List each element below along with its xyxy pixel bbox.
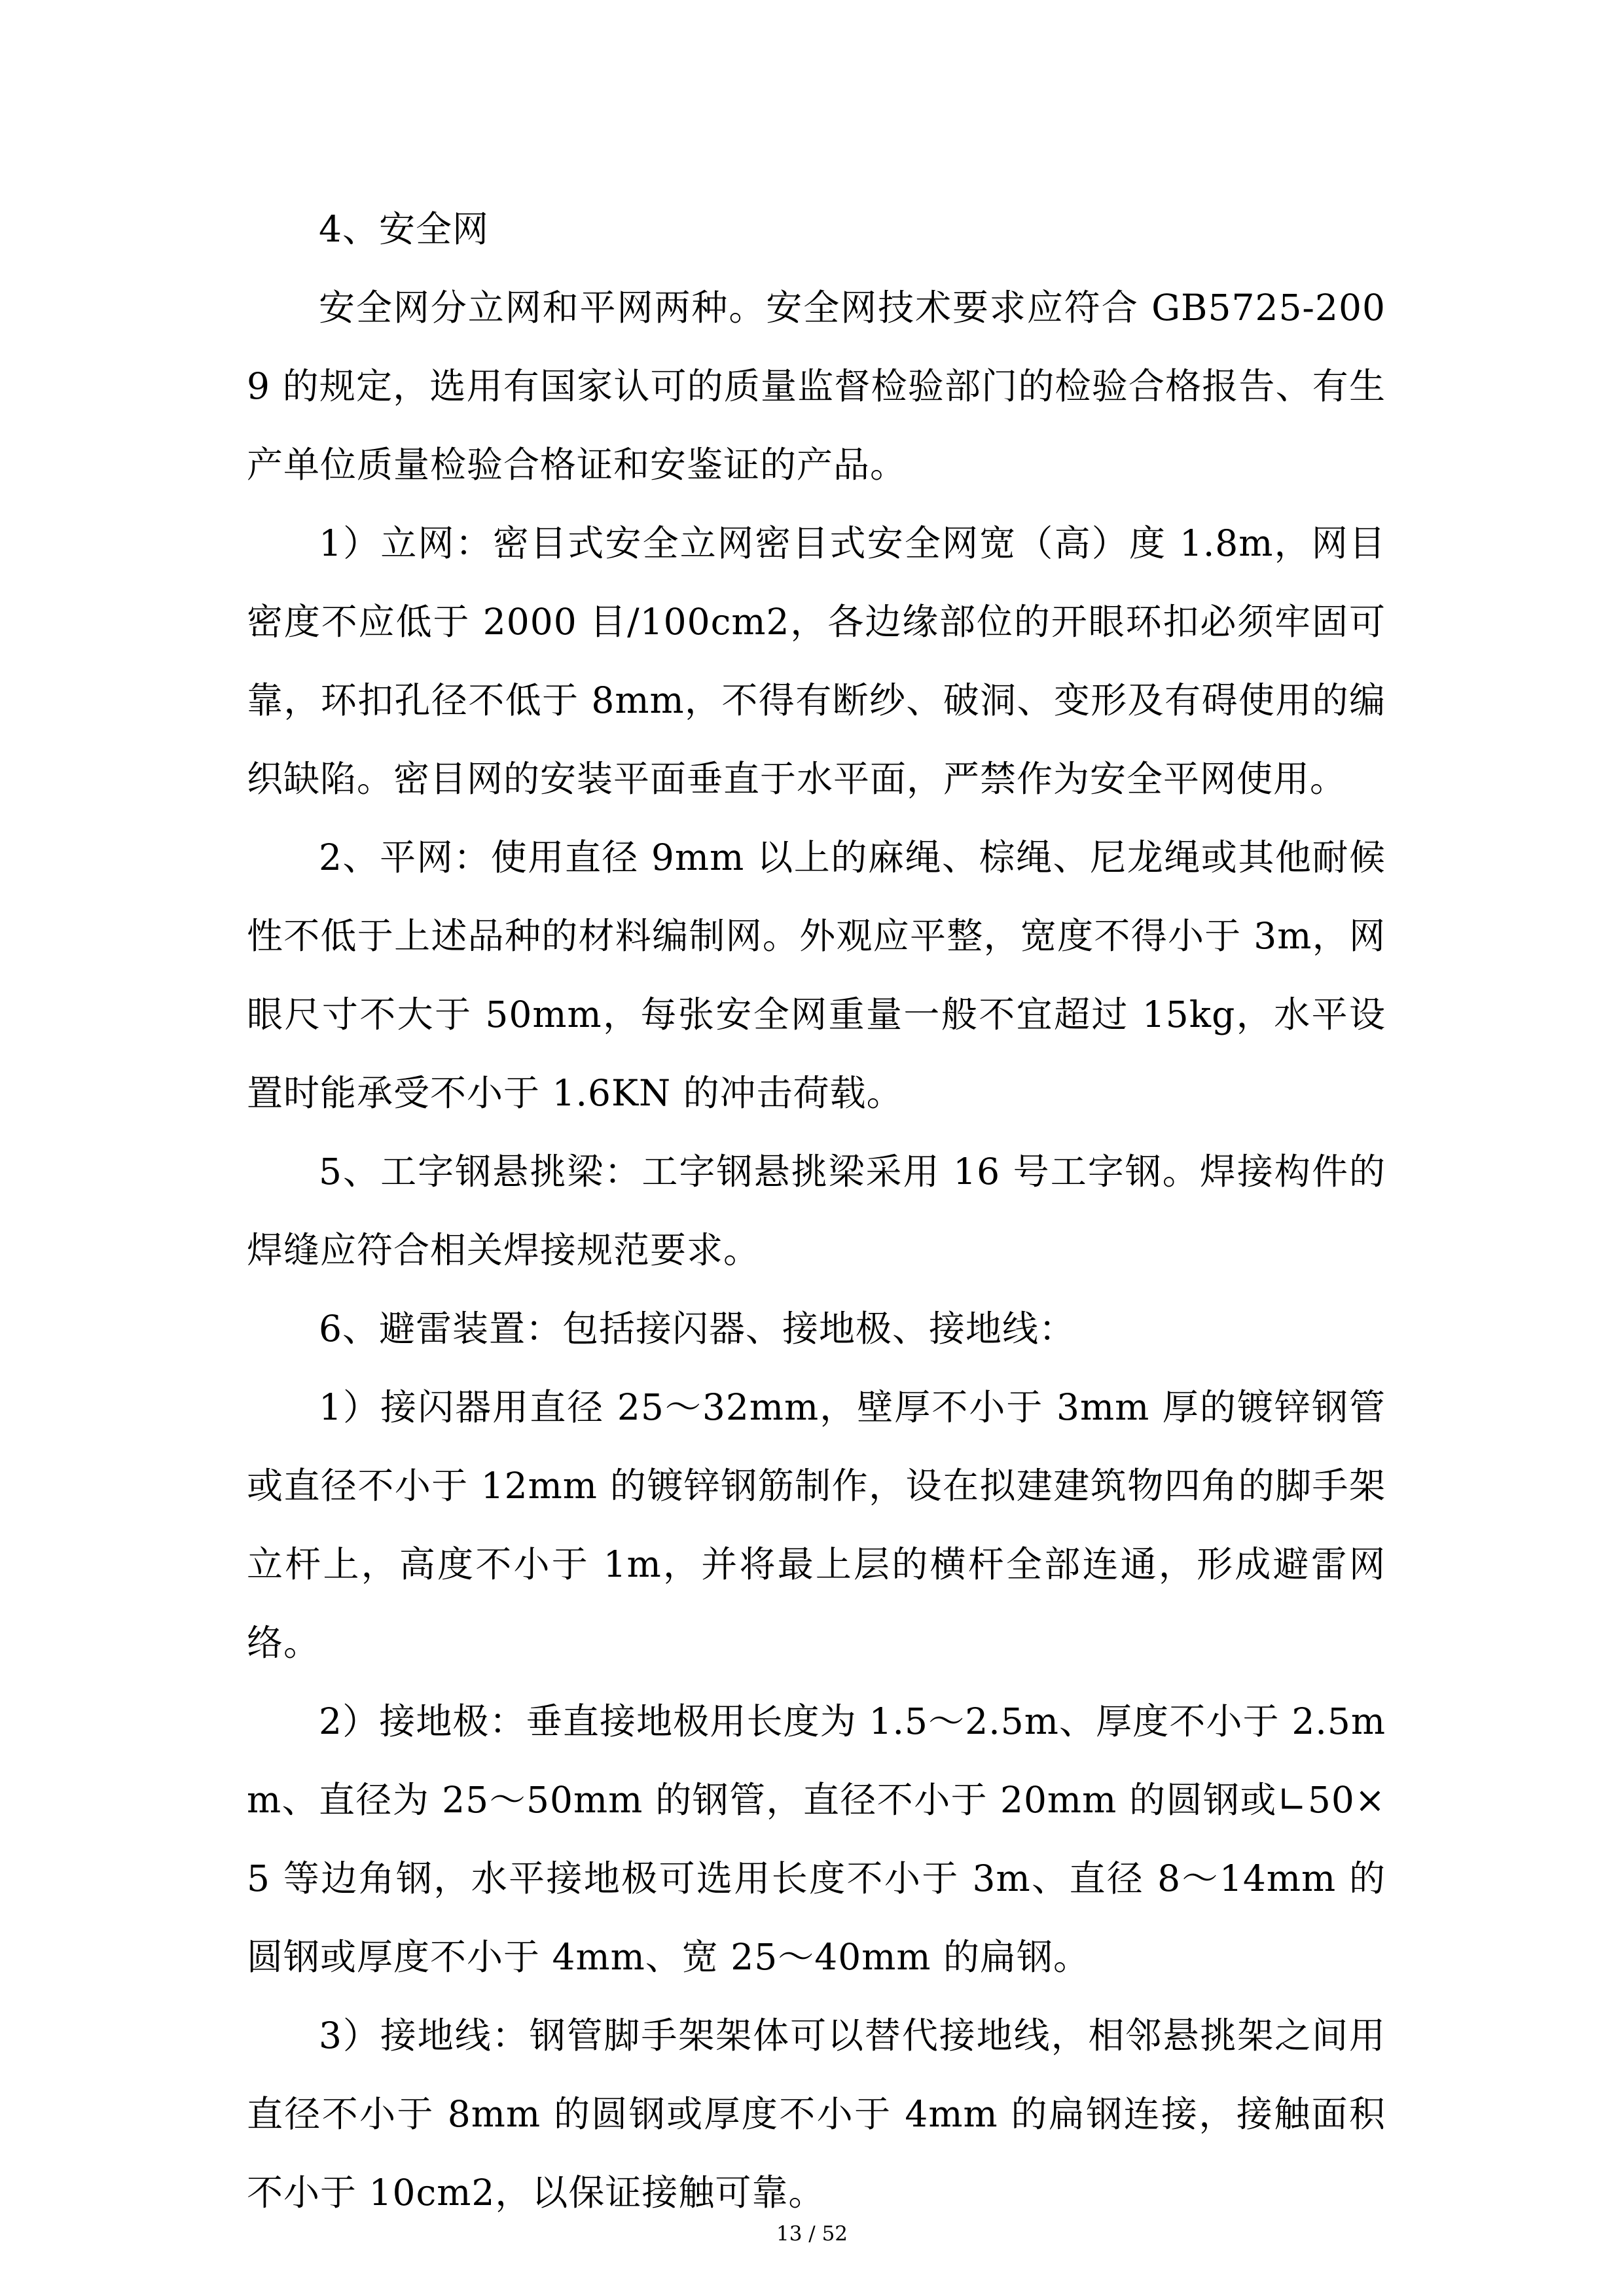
page-number: 13 / 52 bbox=[776, 2222, 848, 2246]
paragraph-vertical-net: 1）立网：密目式安全立网密目式安全网宽（高）度 1.8m，网目密度不应低于 2000 目/100cm2，各边缘部位的开眼环扣必须牢固可靠，环扣孔径不低于 8mm，不得有断纱、破洞、变形及有碍使用的编织缺陷。密目网的安装平面垂直于水平面，严禁作为安全平网使用。 bbox=[247, 522, 1386, 800]
paragraph-grounding-electrode: 2）接地极：垂直接地极用长度为 1.5～2.5m、厚度不小于 2.5mm、直径为 25～50mm 的钢管，直径不小于 20mm 的圆钢或∟50×5 等边角钢，水平接地极可选用长度不小于 3m、直径 8～14mm 的圆钢或厚度不小于 4mm、宽 25～40mm 的扁钢。 bbox=[247, 1700, 1386, 1978]
section-heading-safety-net: 4、安全网 bbox=[319, 208, 489, 250]
paragraph-air-terminal: 1）接闪器用直径 25～32mm，壁厚不小于 3mm 厚的镀锌钢管或直径不小于 12mm 的镀锌钢筋制作，设在拟建建筑物四角的脚手架立杆上，高度不小于 1m，并将最上层的横杆全部连通，形成避雷网络。 bbox=[247, 1386, 1386, 1664]
body-text bbox=[247, 190, 1386, 2232]
paragraph-i-beam: 5、工字钢悬挑梁：工字钢悬挑梁采用 16 号工字钢。焊接构件的焊缝应符合相关焊接规范要求。 bbox=[247, 1151, 1386, 1271]
paragraph-grounding-wire: 3）接地线：钢管脚手架架体可以替代接地线，相邻悬挑架之间用直径不小于 8mm 的圆钢或厚度不小于 4mm 的扁钢连接，接触面积不小于 10cm2，以保证接触可靠。 bbox=[247, 2015, 1386, 2214]
paragraph-flat-net: 2、平网：使用直径 9mm 以上的麻绳、棕绳、尼龙绳或其他耐候性不低于上述品种的材料编制网。外观应平整，宽度不得小于 3m，网眼尺寸不大于 50mm，每张安全网重量一般不宜超过 15kg，水平设置时能承受不小于 1.6KN 的冲击荷载。 bbox=[247, 836, 1386, 1114]
paragraph-lightning-protection: 6、避雷装置：包括接闪器、接地极、接地线： bbox=[319, 1308, 1075, 1350]
paragraph-safety-net-intro: 安全网分立网和平网两种。安全网技术要求应符合 GB5725-2009 的规定，选用有国家认可的质量监督检验部门的检验合格报告、有生产单位质量检验合格证和安鉴证的产品。 bbox=[247, 287, 1386, 486]
